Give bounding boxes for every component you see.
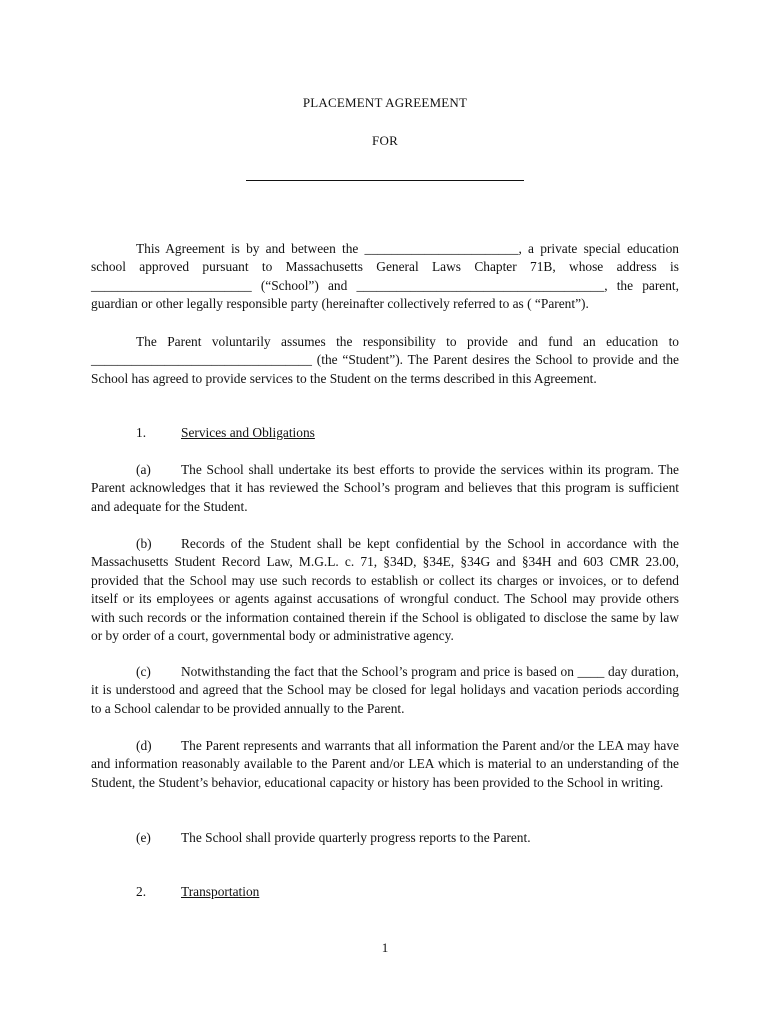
item-d	[91, 737, 679, 792]
section-1-title: Services and Obligations	[181, 425, 315, 440]
item-a-label: (a)	[136, 462, 151, 477]
section-2-title: Transportation	[181, 884, 260, 899]
section-1-number: 1.	[136, 425, 147, 440]
paragraph-2	[91, 333, 679, 388]
title-blank-line	[246, 180, 524, 181]
section-2-heading	[91, 883, 679, 901]
item-e	[91, 829, 679, 847]
item-e-text: The School shall provide quarterly progress reports to the Parent.	[181, 830, 531, 845]
item-b-text: Records of the Student shall be kept confidential by the School in accordance with the Massachusetts Student Record Law, M.G.L. c. 71, §34D, §34E, §34G and §34H and 603 CMR 23.00, provided that the School may use such records to establish or collect its charges or invoices, or to defend itself or its employees or agents against accusations of wrongful conduct. The School may provide others with such records or the information contained therein if the School is obligated to disclose the same by law or by order of a court, governmental body or administrative agency.	[91, 536, 679, 644]
section-1-heading	[91, 424, 679, 442]
item-d-text: The Parent represents and warrants that all information the Parent and/or the LEA may have and information reasonably available to the Parent and/or LEA which is material to an understanding of the Student, the Student’s behavior, educational capacity or history has been provided to the School in writing.	[91, 738, 679, 790]
document-title: PLACEMENT AGREEMENT	[302, 95, 468, 110]
item-d-label: (d)	[136, 738, 152, 753]
item-c	[91, 663, 679, 718]
page-number: 1	[381, 940, 389, 955]
item-c-label: (c)	[136, 664, 151, 679]
item-c-text: Notwithstanding the fact that the School’s program and price is based on ____ day duration, it is understood and agreed that the School may be closed for legal holidays and vacation periods according to a School calendar to be provided annually to the Parent.	[91, 664, 679, 716]
item-a	[91, 461, 679, 516]
paragraph-2-text: The Parent voluntarily assumes the responsibility to provide and fund an education to _________________________________ (the “Student”). The Parent desires the School to provide and the School has agreed to provide services to the Student on the terms described in this Agreement.	[91, 334, 679, 386]
item-a-text: The School shall undertake its best efforts to provide the services within its program. The Parent acknowledges that it has reviewed the School’s program and believes that this program is sufficient and adequate for the Student.	[91, 462, 679, 514]
item-b-label: (b)	[136, 536, 152, 551]
item-e-label: (e)	[136, 830, 151, 845]
section-2-number: 2.	[136, 884, 147, 899]
item-b	[91, 535, 679, 645]
document-subtitle: FOR	[372, 133, 398, 148]
intro-text: This Agreement is by and between the _______________________, a private special education school approved pursuant to Massachusetts General Laws Chapter 71B, whose address is ________________________ (“School”) and _____________________________________, the parent, guardian or other legally responsible party (hereinafter collectively referred to as ( “Parent”).	[91, 241, 679, 312]
intro-paragraph	[91, 240, 679, 314]
